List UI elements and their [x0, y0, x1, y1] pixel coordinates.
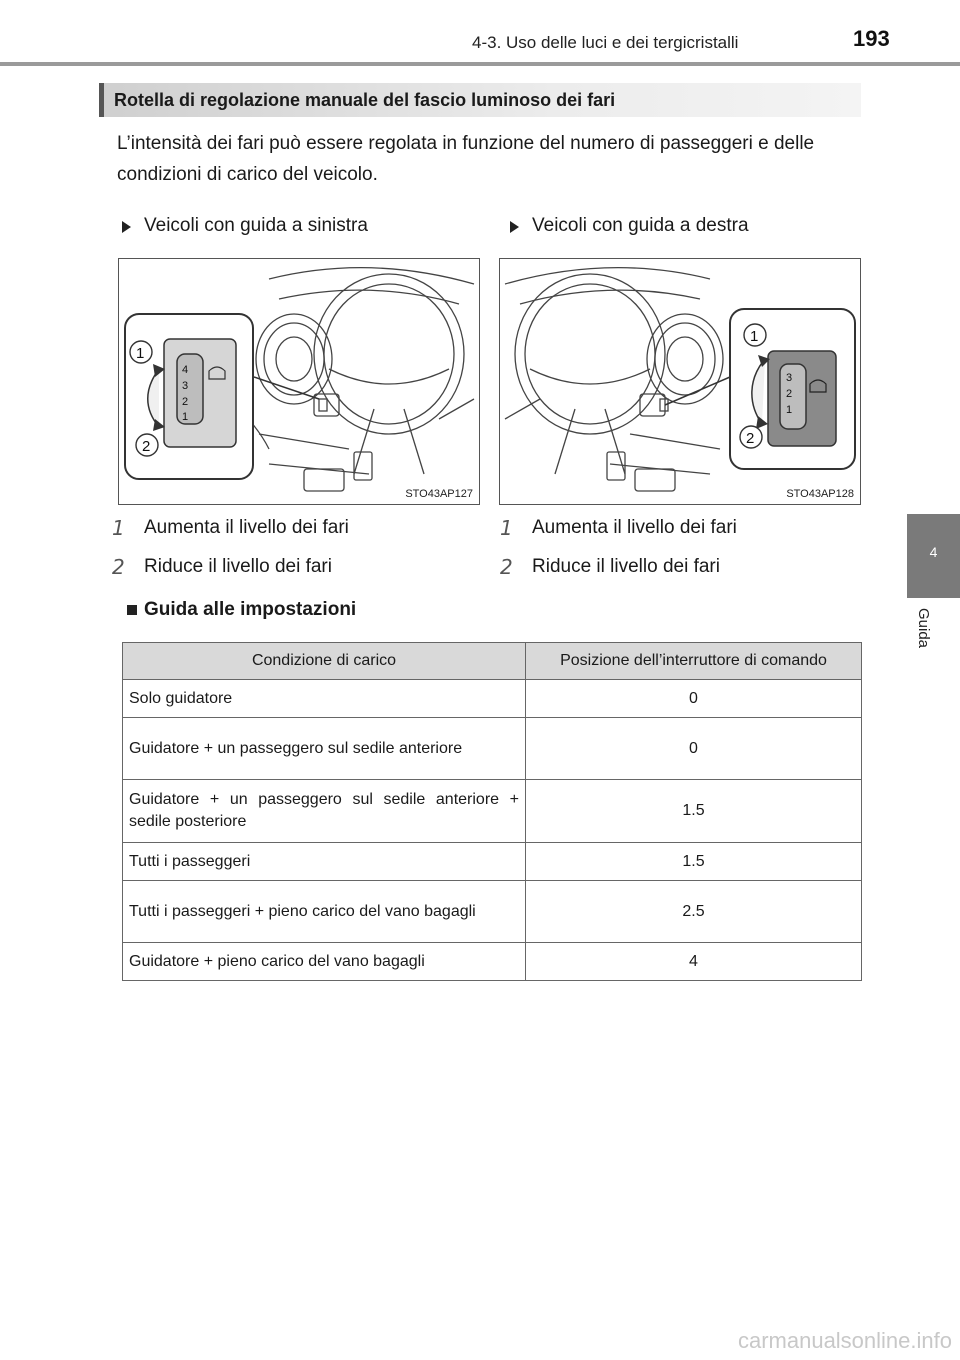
wheel-mark: 4	[182, 364, 189, 376]
callout-number: 2	[746, 430, 755, 447]
dashboard-illustration-right	[500, 259, 860, 504]
caption-text: Riduce il livello dei fari	[532, 556, 720, 577]
table-row	[123, 718, 862, 780]
wheel-mark: 2	[182, 396, 189, 408]
callout-number: 1	[750, 328, 759, 345]
caption-text: Aumenta il livello dei fari	[532, 517, 737, 538]
bullet-triangle-icon	[510, 221, 519, 233]
settings-table	[122, 642, 862, 981]
caption-number: 1	[500, 516, 513, 540]
switch-position: 2.5	[526, 881, 862, 943]
load-condition: Guidatore + pieno carico del vano bagagli	[123, 943, 526, 981]
callout-number: 1	[136, 345, 145, 362]
watermark: carmanualsonline.info	[737, 1328, 952, 1353]
section-heading-bar	[99, 83, 861, 117]
table-row	[123, 843, 862, 881]
switch-position: 0	[526, 680, 862, 718]
switch-position: 4	[526, 943, 862, 981]
switch-position: 1.5	[526, 843, 862, 881]
dashboard-illustration-left	[119, 259, 479, 504]
callout-number: 2	[142, 438, 151, 455]
section-heading-accent	[99, 83, 104, 117]
running-header-section: 4-3. Uso delle luci e dei tergicristalli	[472, 33, 739, 52]
wheel-mark: 3	[182, 380, 189, 392]
settings-guide-title: Guida alle impostazioni	[144, 599, 357, 620]
figure-heading-right: Veicoli con guida a destra	[532, 215, 749, 236]
section-title: Rotella di regolazione manuale del fascio luminoso dei fari	[114, 90, 616, 110]
figure-right-hand-drive	[499, 258, 861, 505]
load-condition: Tutti i passeggeri + pieno carico del vano bagagli	[123, 881, 526, 943]
switch-position: 1.5	[526, 780, 862, 843]
wheel-mark: 3	[786, 372, 793, 384]
wheel-mark: 1	[182, 411, 189, 423]
caption-number: 2	[500, 555, 513, 579]
caption-text: Riduce il livello dei fari	[144, 556, 332, 577]
figure-left-hand-drive	[118, 258, 480, 505]
table-row	[123, 780, 862, 843]
bullet-triangle-icon	[122, 221, 131, 233]
load-condition: Guidatore + un passeggero sul sedile anteriore	[123, 718, 526, 780]
figure-code: STO43AP127	[405, 488, 473, 500]
square-bullet-icon	[127, 605, 137, 615]
figure-heading-left: Veicoli con guida a sinistra	[144, 215, 368, 236]
table-row	[123, 881, 862, 943]
load-condition: Solo guidatore	[123, 680, 526, 718]
table-header-row	[123, 643, 862, 680]
chapter-tab-number: 4	[929, 544, 938, 560]
table-row	[123, 943, 862, 981]
switch-position: 0	[526, 718, 862, 780]
chapter-tab[interactable]	[907, 514, 960, 598]
table-row	[123, 680, 862, 718]
wheel-mark: 2	[786, 388, 793, 400]
column-header-position: Posizione dell’interruttore di comando	[526, 643, 862, 680]
caption-number: 1	[112, 516, 125, 540]
wheel-mark: 1	[786, 404, 793, 416]
intro-paragraph: L’intensità dei fari può essere regolata in funzione del numero di passeggeri e delle condizioni di carico del veicolo.	[117, 133, 815, 185]
header-rule	[0, 62, 960, 66]
caption-text: Aumenta il livello dei fari	[144, 517, 349, 538]
load-condition: Guidatore + un passeggero sul sedile anteriore + sedile posteriore	[123, 780, 526, 843]
page-number: 193	[853, 26, 890, 51]
load-condition: Tutti i passeggeri	[123, 843, 526, 881]
figure-code: STO43AP128	[786, 488, 854, 500]
caption-number: 2	[112, 555, 125, 579]
column-header-condition: Condizione di carico	[123, 643, 526, 680]
chapter-tab-label: Guida	[915, 608, 932, 649]
